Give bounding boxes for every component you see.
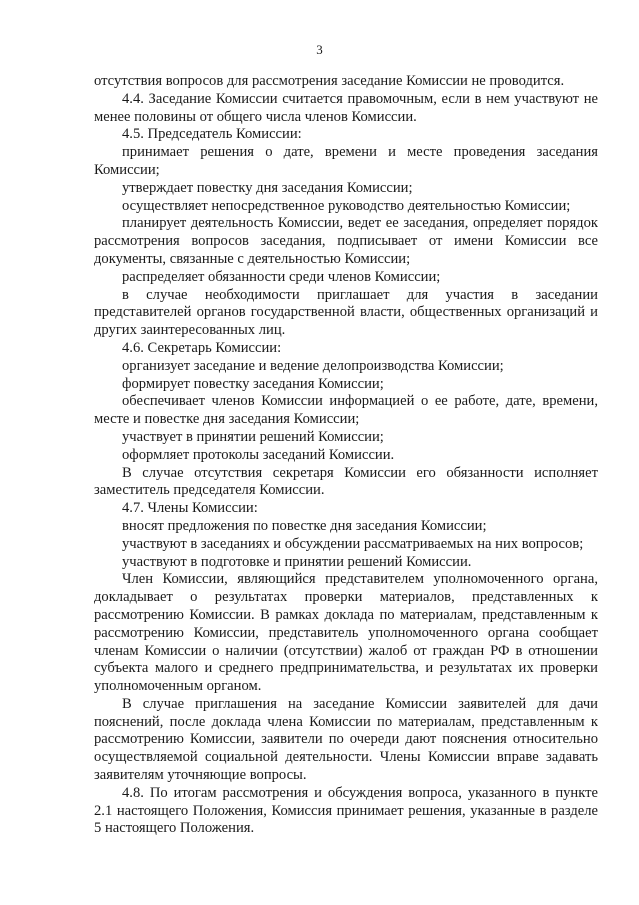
paragraph: планирует деятельность Комиссии, ведет ее заседания, определяет порядок рассмотрения вопросов заседания, подписывает от имени Комиссии все документы, связанные с деятельностью Комиссии; <box>94 215 598 267</box>
paragraph: оформляет протоколы заседаний Комиссии. <box>122 446 395 463</box>
paragraph: вносят предложения по повестке дня заседания Комиссии; <box>122 517 487 534</box>
paragraph: принимает решения о дате, времени и месте проведения заседания Комиссии; <box>94 144 598 178</box>
paragraph: утверждает повестку дня заседания Комиссии; <box>122 179 413 196</box>
paragraph-4-6-heading: 4.6. Секретарь Комиссии: <box>122 339 282 356</box>
paragraph: осуществляет непосредственное руководство деятельностью Комиссии; <box>122 197 571 214</box>
paragraph: участвуют в заседаниях и обсуждении рассматриваемых на них вопросов; <box>122 535 584 552</box>
paragraph: распределяет обязанности среди членов Комиссии; <box>122 268 441 285</box>
paragraph: в случае необходимости приглашает для участия в заседании представителей органов государственной власти, общественных организаций и других заинтересованных лиц. <box>94 286 598 339</box>
paragraph: отсутствия вопросов для рассмотрения заседание Комиссии не проводится. <box>94 73 565 89</box>
paragraph-4-5-heading: 4.5. Председатель Комиссии: <box>122 126 302 143</box>
document-body <box>94 73 598 838</box>
paragraph: участвует в принятии решений Комиссии; <box>122 428 384 445</box>
paragraph-4-4: 4.4. Заседание Комиссии считается правомочным, если в нем участвуют не менее половины от общего числа членов Комиссии. <box>94 90 598 125</box>
paragraph: организует заседание и ведение делопроизводства Комиссии; <box>122 357 504 374</box>
paragraph-4-7-heading: 4.7. Члены Комиссии: <box>122 500 258 517</box>
paragraph: участвуют в подготовке и принятии решений Комиссии. <box>122 553 472 570</box>
paragraph: В случае приглашения на заседание Комиссии заявителей для дачи пояснений, после доклада члена Комиссии по материалам, представленным к рассмотрению Комиссии, заявители по очереди дают пояснения относительно осуществляемой социальной деятельности. Члены Комиссии вправе задавать заявителям уточняющие вопросы. <box>94 695 598 784</box>
paragraph-4-8: 4.8. По итогам рассмотрения и обсуждения вопроса, указанного в пункте 2.1 настоящего Положения, Комиссия принимает решения, указанные в разделе 5 настоящего Положения. <box>94 784 598 837</box>
paragraph: обеспечивает членов Комиссии информацией о ее работе, дате, времени, месте и повестке дня заседания Комиссии; <box>94 393 598 428</box>
paragraph: В случае отсутствия секретаря Комиссии его обязанности исполняет заместитель председателя Комиссии. <box>94 464 598 499</box>
page-number: 3 <box>316 42 323 57</box>
paragraph: формирует повестку заседания Комиссии; <box>122 375 384 392</box>
paragraph: Член Комиссии, являющийся представителем уполномоченного органа, докладывает о результатах проверки материалов, представленных к рассмотрению Комиссии. В рамках доклада по материалам, представленным к рассмотрению Комиссии, представитель уполномоченного органа сообщает членам Комиссии о наличии (отсутствии) жалоб от граждан РФ в отношении субъекта малого и среднего предпринимательства, и результатах их проверки уполномоченным органом. <box>94 571 598 695</box>
